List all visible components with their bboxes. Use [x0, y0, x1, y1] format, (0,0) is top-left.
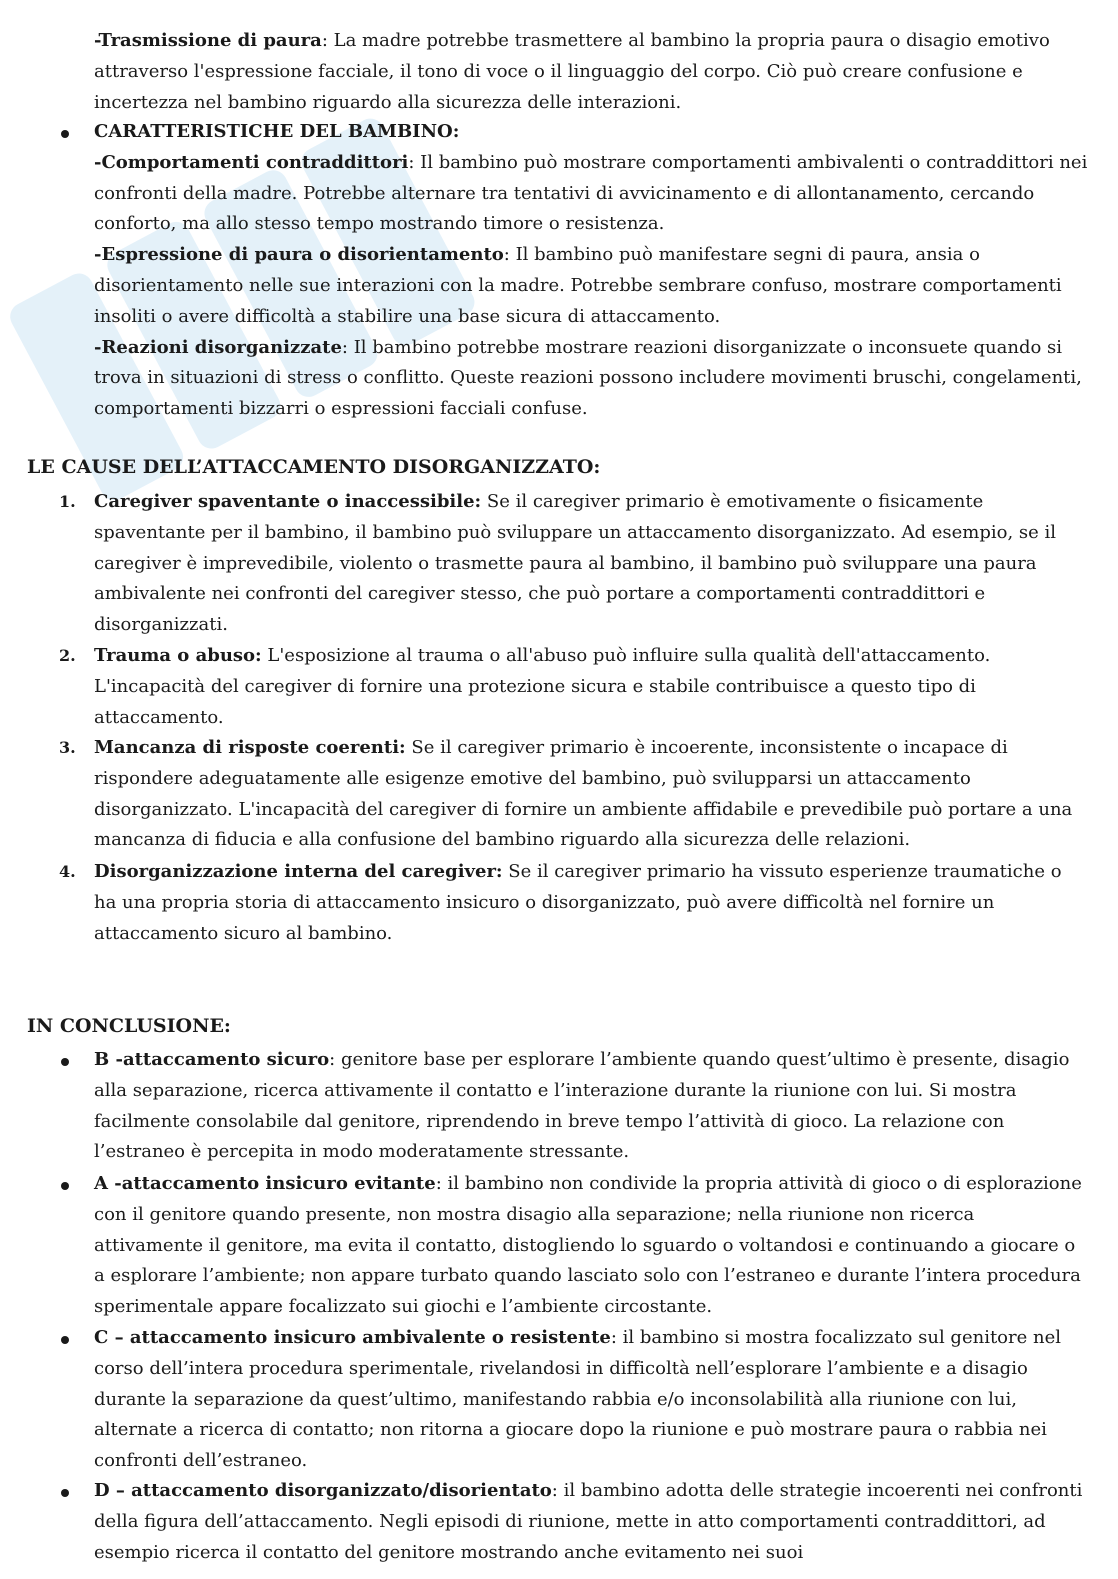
bullet-icon — [61, 1489, 69, 1497]
cause-text: Se il caregiver primario è emotivamente o fisicamente spaventante per il bambino, il bambino può sviluppare un attaccamento disorganizzato. Ad esempio, se il caregiver è imprevedibile, violento o trasmette paura al bambino, il bambino può sviluppare una paura ambivalente nei confronti del caregiver stesso, che può portare a comportamenti contraddittori e disorganizzati. — [94, 491, 1057, 636]
term-reazioni: -Reazioni disorganizzate — [94, 336, 342, 358]
conclusione-item-a — [94, 1169, 1089, 1323]
caratteristiche-heading: CARATTERISTICHE DEL BAMBINO: — [94, 121, 460, 142]
cause-item-2 — [59, 641, 1089, 733]
caratteristica-item — [94, 148, 1089, 240]
cause-text: Se il caregiver primario ha vissuto esperienze traumatiche o ha una propria storia di attaccamento insicuro o disorganizzato, può avere difficoltà nel fornire un attaccamento sicuro al bambino. — [94, 861, 1062, 944]
text-espressione: : Il bambino può manifestare segni di paura, ansia o disorientamento nelle sue interazioni con la madre. Potrebbe sembrare confuso, mostrare comportamenti insoliti o avere difficoltà a stabilire una base sicura di attaccamento. — [94, 244, 1062, 327]
text-trasmissione: : La madre potrebbe trasmettere al bambino la propria paura o disagio emotivo attraverso l'espressione facciale, il tono di voce o il linguaggio del corpo. Ciò può creare confusione e incertezza nel bambino riguardo alla sicurezza delle interazioni. — [94, 30, 1050, 113]
caratteristica-item — [94, 240, 1089, 332]
conclusione-term: A -attaccamento insicuro evitante — [94, 1173, 436, 1194]
conclusione-term: B -attaccamento sicuro — [94, 1049, 330, 1070]
list-number: 3. — [59, 738, 76, 757]
cause-term: Disorganizzazione interna del caregiver: — [94, 861, 503, 882]
cause-term: Caregiver spaventante o inaccessibile: — [94, 491, 482, 512]
bullet-icon — [61, 130, 69, 138]
list-number: 2. — [59, 646, 76, 665]
conclusione-text: : genitore base per esplorare l’ambiente quando quest’ultimo è presente, disagio alla separazione, ricerca attivamente il contatto e l’interazione durante la riunione con lui. Si mostra facilmente consolabile dal genitore, riprendendo in breve tempo l’attività di gioco. La relazione con l’estraneo è percepita in modo moderatamente stressante. — [94, 1049, 1070, 1163]
list-item-caratteristiche — [94, 117, 1089, 425]
conclusione-item-b — [94, 1045, 1089, 1168]
term-trasmissione: -Trasmissione di paura — [94, 30, 322, 51]
term-comportamenti: -Comportamenti contraddittori — [94, 151, 409, 173]
bullet-icon — [61, 1336, 69, 1344]
cause-term: Mancanza di risposte coerenti: — [94, 737, 406, 758]
caratteristica-item — [94, 333, 1089, 425]
paragraph-trasmissione — [94, 26, 1089, 118]
conclusione-text: : il bambino non condivide la propria attività di gioco o di esplorazione con il genitore quando presente, non mostra disagio alla separazione; nella riunione non ricerca attivamente il genitore, ma evita il contatto, distogliendo lo sguardo o voltandosi e continuando a giocare o a esplorare l’ambiente; non appare turbato quando lasciato solo con l’estraneo e durante l’intera procedura sperimentale appare focalizzato sui giochi e l’ambiente circostante. — [94, 1173, 1082, 1318]
heading-cause: LE CAUSE DELL’ATTACCAMENTO DISORGANIZZATO: — [27, 456, 601, 478]
text-reazioni: : Il bambino potrebbe mostrare reazioni disorganizzate o inconsuete quando si trova in situazioni di stress o conflitto. Queste reazioni possono includere movimenti bruschi, congelamenti, comportamenti bizzarri o espressioni facciali confuse. — [94, 336, 1082, 420]
list-number: 1. — [59, 492, 76, 511]
heading-conclusione: IN CONCLUSIONE: — [27, 1015, 231, 1037]
list-number: 4. — [59, 862, 76, 881]
term-espressione: -Espressione di paura o disorientamento — [94, 244, 504, 266]
conclusione-item-d — [94, 1476, 1089, 1568]
conclusione-term: D – attaccamento disorganizzato/disorientato — [94, 1480, 552, 1501]
cause-item-3 — [59, 733, 1089, 856]
cause-item-1 — [59, 487, 1089, 641]
conclusione-item-c — [94, 1323, 1089, 1477]
cause-item-4 — [59, 857, 1089, 949]
cause-text: L'esposizione al trauma o all'abuso può influire sulla qualità dell'attaccamento. L'incapacità del caregiver di fornire una protezione sicura e stabile contribuisce a questo tipo di attaccamento. — [94, 645, 991, 728]
bullet-icon — [61, 1182, 69, 1190]
conclusione-text: : il bambino adotta delle strategie incoerenti nei confronti della figura dell’attaccamento. Negli episodi di riunione, mette in atto comportamenti contraddittori, ad esempio ricerca il contatto del genitore mostrando anche evitamento nei suoi — [94, 1480, 1083, 1563]
cause-term: Trauma o abuso: — [94, 645, 262, 666]
conclusione-term: C – attaccamento insicuro ambivalente o resistente — [94, 1327, 611, 1348]
conclusione-text: : il bambino si mostra focalizzato sul genitore nel corso dell’intera procedura sperimentale, rivelandosi in difficoltà nell’esplorare l’ambiente e a disagio durante la separazione da quest’ultimo, manifestando rabbia e/o inconsolabilità alla riunione con lui, alternate a ricerca di contatto; non ritorna a giocare dopo la riunione e può mostrare paura o rabbia nei confronti dell’estraneo. — [94, 1327, 1061, 1472]
bullet-icon — [61, 1058, 69, 1066]
text-comportamenti: : Il bambino può mostrare comportamenti ambivalenti o contraddittori nei confronti della madre. Potrebbe alternare tra tentativi di avvicinamento e di allontanamento, cercando conforto, ma allo stesso tempo mostrando timore o resistenza. — [94, 151, 1088, 235]
cause-text: Se il caregiver primario è incoerente, inconsistente o incapace di rispondere adeguatamente alle esigenze emotive del bambino, può svilupparsi un attaccamento disorganizzato. L'incapacità del caregiver di fornire un ambiente affidabile e prevedibile può portare a una mancanza di fiducia e alla confusione del bambino riguardo alla sicurezza delle relazioni. — [94, 737, 1073, 851]
